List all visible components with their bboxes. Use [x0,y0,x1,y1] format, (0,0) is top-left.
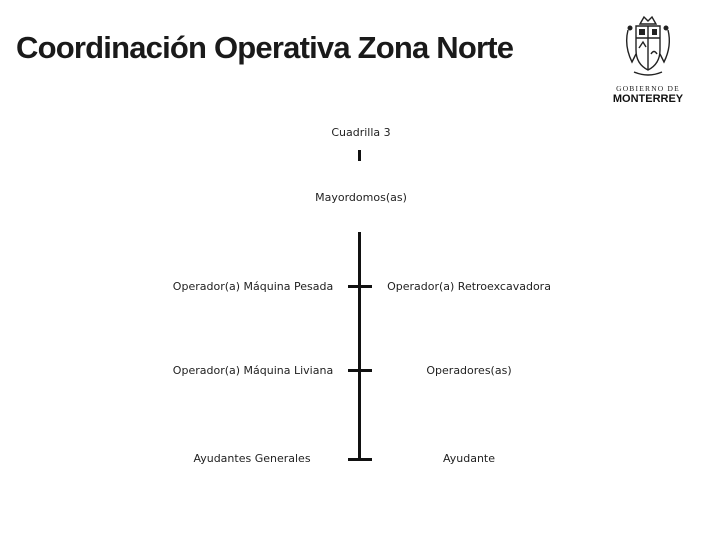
branch-2 [348,369,372,372]
coat-of-arms-icon [622,14,674,80]
node-ayudantes-generales: Ayudantes Generales [193,452,311,465]
page-title: Coordinación Operativa Zona Norte [16,30,514,65]
connector-trunk [358,232,361,461]
node-operador-maquina-liviana: Operador(a) Máquina Liviana [172,364,334,377]
node-mayordomos: Mayordomos(as) [315,191,407,204]
logo-text-bottom: MONTERREY [612,93,684,105]
logo-text-top: GOBIERNO DE [616,84,680,93]
node-cuadrilla: Cuadrilla 3 [331,126,391,139]
branch-1 [348,285,372,288]
connector-top [358,150,361,161]
branch-3 [348,458,372,461]
node-ayudante: Ayudante [442,452,496,465]
node-operadores: Operadores(as) [426,364,512,377]
node-operador-maquina-pesada: Operador(a) Máquina Pesada [172,280,334,293]
monterrey-logo [608,14,688,104]
node-operador-retroexcavadora: Operador(a) Retroexcavadora [387,280,551,293]
